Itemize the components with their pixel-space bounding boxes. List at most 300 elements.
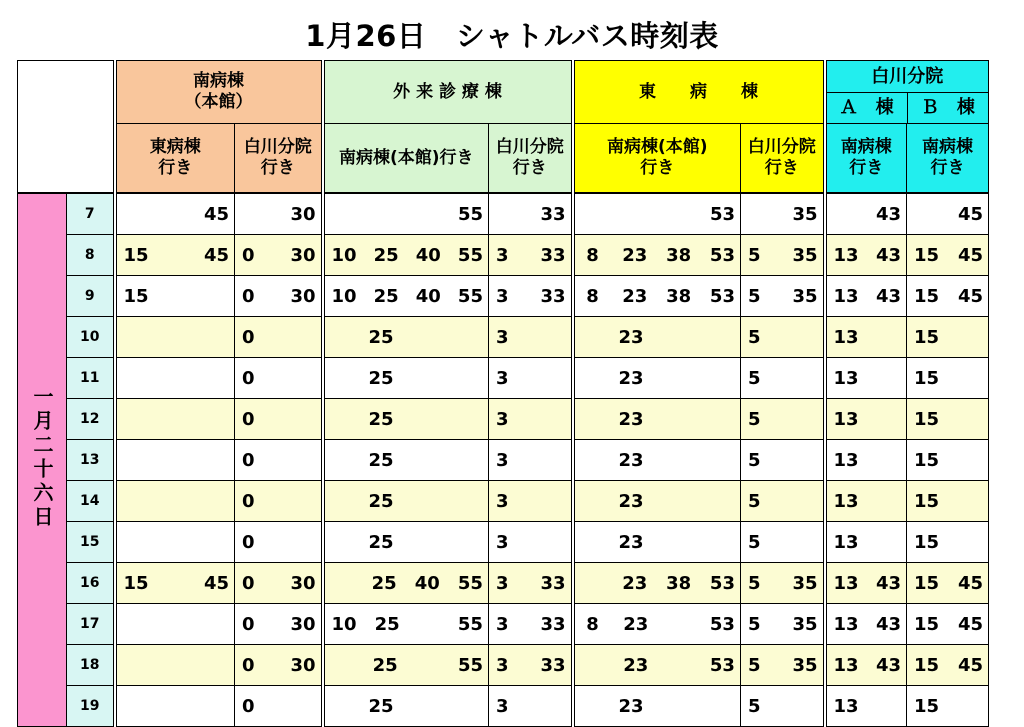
time-cell	[115, 481, 235, 522]
hour-cell: 10	[67, 317, 115, 358]
time-cell	[323, 193, 489, 235]
departure-minute: 13	[833, 695, 859, 717]
departure-minute: 55	[457, 203, 483, 225]
departure-minute: 23	[622, 285, 648, 307]
departure-minute: 23	[622, 244, 648, 266]
time-cell	[825, 563, 907, 604]
time-cell	[741, 604, 825, 645]
hour-cell: 13	[67, 440, 115, 481]
hour-cell: 7	[67, 193, 115, 235]
time-cell	[235, 317, 323, 358]
departure-minute: 15	[914, 490, 940, 512]
departure-minute: 25	[368, 449, 394, 471]
time-cell	[741, 563, 825, 604]
departure-minute: 5	[748, 654, 761, 676]
time-cell	[489, 317, 573, 358]
table-row	[18, 604, 989, 645]
time-cell	[489, 604, 573, 645]
hour-cell: 15	[67, 522, 115, 563]
departure-minute: 35	[792, 572, 818, 594]
time-cell	[235, 399, 323, 440]
departure-minute: 5	[748, 367, 761, 389]
departure-minute: 33	[540, 654, 566, 676]
time-cell	[323, 317, 489, 358]
hour-cell: 8	[67, 235, 115, 276]
building-a-label: Ａ 棟	[827, 93, 908, 123]
departure-minute: 43	[875, 244, 901, 266]
time-cell	[235, 276, 323, 317]
departure-minute: 0	[242, 367, 255, 389]
departure-minute: 5	[748, 572, 761, 594]
time-cell	[741, 193, 825, 235]
departure-minute: 53	[709, 613, 735, 635]
time-cell	[573, 481, 741, 522]
time-cell	[489, 399, 573, 440]
departure-minute: 25	[373, 244, 399, 266]
time-cell	[573, 317, 741, 358]
departure-minute: 15	[123, 285, 149, 307]
departure-minute: 3	[496, 695, 509, 717]
departure-minute: 38	[666, 244, 692, 266]
departure-minute: 10	[331, 613, 357, 635]
departure-minute: 13	[833, 326, 859, 348]
departure-minute: 43	[875, 285, 901, 307]
hour-cell: 12	[67, 399, 115, 440]
departure-minute: 3	[496, 654, 509, 676]
departure-minute: 30	[290, 244, 316, 266]
table-row	[18, 193, 989, 235]
time-cell	[907, 645, 989, 686]
departure-minute: 15	[914, 326, 940, 348]
departure-minute: 5	[748, 531, 761, 553]
group-east-header	[573, 61, 825, 124]
departure-minute: 25	[368, 695, 394, 717]
departure-minute: 25	[368, 367, 394, 389]
time-cell	[323, 481, 489, 522]
departure-minute: 3	[496, 326, 509, 348]
time-cell	[235, 563, 323, 604]
departure-minute	[668, 655, 690, 676]
time-cell	[907, 317, 989, 358]
departure-minute: 3	[496, 490, 509, 512]
departure-minute: 35	[792, 613, 818, 635]
time-cell	[323, 645, 489, 686]
departure-minute: 13	[833, 654, 859, 676]
departure-minute: 15	[914, 695, 940, 717]
time-cell	[573, 358, 741, 399]
time-cell	[907, 399, 989, 440]
time-cell	[323, 358, 489, 399]
time-cell	[235, 522, 323, 563]
departure-minute: 5	[748, 408, 761, 430]
departure-minute: 30	[290, 285, 316, 307]
building-b-label: Ｂ 棟	[920, 97, 975, 118]
time-cell	[573, 522, 741, 563]
departure-minute: 3	[496, 613, 509, 635]
time-cell	[825, 399, 907, 440]
departure-minute: 0	[242, 695, 255, 717]
time-cell	[489, 522, 573, 563]
departure-minute: 13	[833, 244, 859, 266]
table-row	[18, 440, 989, 481]
table-row	[18, 563, 989, 604]
departure-minute: 25	[368, 490, 394, 512]
departure-minute: 15	[914, 572, 940, 594]
departure-minute: 5	[748, 695, 761, 717]
time-cell	[489, 563, 573, 604]
time-cell	[825, 440, 907, 481]
time-cell	[907, 481, 989, 522]
table-row	[18, 645, 989, 686]
departure-minute	[418, 614, 440, 635]
departure-minute: 45	[957, 613, 983, 635]
sub-header-south-bound: 南病棟(本館) 行き	[573, 124, 741, 194]
time-cell	[489, 276, 573, 317]
departure-minute: 35	[792, 203, 818, 225]
time-cell	[115, 193, 235, 235]
table-row	[18, 481, 989, 522]
departure-minute: 53	[709, 285, 735, 307]
departure-minute: 5	[748, 326, 761, 348]
departure-minute: 45	[203, 203, 229, 225]
time-cell	[235, 481, 323, 522]
time-cell	[741, 686, 825, 727]
departure-minute: 45	[957, 285, 983, 307]
time-cell	[573, 193, 741, 235]
time-cell	[489, 440, 573, 481]
departure-minute: 3	[496, 244, 509, 266]
time-cell	[825, 193, 907, 235]
departure-minute: 30	[290, 203, 316, 225]
departure-minute	[668, 614, 690, 635]
time-cell	[115, 317, 235, 358]
time-cell	[323, 399, 489, 440]
time-cell	[323, 563, 489, 604]
departure-minute: 40	[415, 285, 441, 307]
group-shirakawa-label: 白川分院	[827, 61, 989, 93]
departure-minute: 43	[875, 654, 901, 676]
departure-minute: 0	[242, 490, 255, 512]
time-cell	[489, 193, 573, 235]
departure-minute: 10	[331, 244, 357, 266]
departure-minute: 45	[957, 244, 983, 266]
departure-minute: 25	[374, 613, 400, 635]
departure-minute: 33	[540, 285, 566, 307]
time-cell	[907, 440, 989, 481]
time-cell	[741, 276, 825, 317]
departure-minute: 8	[586, 613, 599, 635]
departure-minute: 55	[457, 285, 483, 307]
sub-header-b-south-bound: 南病棟 行き	[907, 124, 989, 194]
departure-minute: 38	[666, 285, 692, 307]
time-cell	[573, 399, 741, 440]
time-cell	[323, 276, 489, 317]
departure-minute: 8	[586, 244, 599, 266]
departure-minute: 53	[709, 654, 735, 676]
sub-header-east-bound: 東病棟 行き	[115, 124, 235, 194]
departure-minute	[332, 655, 354, 676]
time-cell	[115, 399, 235, 440]
time-cell	[489, 686, 573, 727]
departure-minute: 8	[586, 285, 599, 307]
departure-minute: 53	[709, 572, 735, 594]
hour-cell: 19	[67, 686, 115, 727]
departure-minute: 13	[833, 613, 859, 635]
departure-minute: 5	[748, 490, 761, 512]
departure-minute: 3	[496, 408, 509, 430]
table-row	[18, 686, 989, 727]
departure-minute: 45	[957, 654, 983, 676]
departure-minute: 35	[792, 654, 818, 676]
departure-minute: 15	[123, 244, 149, 266]
departure-minute: 10	[331, 285, 357, 307]
time-cell	[741, 235, 825, 276]
time-cell	[115, 563, 235, 604]
time-cell	[235, 604, 323, 645]
hour-cell: 9	[67, 276, 115, 317]
time-cell	[907, 604, 989, 645]
departure-minute: 38	[666, 572, 692, 594]
time-cell	[115, 604, 235, 645]
departure-minute: 13	[833, 572, 859, 594]
time-cell	[825, 604, 907, 645]
departure-minute: 0	[242, 449, 255, 471]
departure-minute: 23	[618, 367, 644, 389]
departure-minute: 3	[496, 531, 509, 553]
departure-minute: 15	[123, 572, 149, 594]
departure-minute: 40	[414, 572, 440, 594]
time-cell	[907, 276, 989, 317]
departure-minute: 45	[203, 244, 229, 266]
departure-minute: 0	[242, 531, 255, 553]
time-cell	[825, 522, 907, 563]
departure-minute: 43	[875, 572, 901, 594]
departure-minute: 15	[914, 367, 940, 389]
departure-minute: 15	[914, 285, 940, 307]
time-cell	[489, 645, 573, 686]
sub-header-shirakawa-bound: 白川分院 行き	[489, 124, 573, 194]
departure-minute: 0	[242, 326, 255, 348]
time-cell	[825, 358, 907, 399]
hour-cell: 14	[67, 481, 115, 522]
departure-minute: 25	[368, 531, 394, 553]
date-vertical-label	[18, 193, 67, 727]
departure-minute: 15	[914, 408, 940, 430]
departure-minute: 25	[373, 285, 399, 307]
departure-minute: 3	[496, 367, 509, 389]
time-cell	[825, 235, 907, 276]
departure-minute: 25	[368, 408, 394, 430]
departure-minute: 55	[457, 244, 483, 266]
departure-minute: 33	[540, 613, 566, 635]
departure-minute: 0	[242, 613, 255, 635]
time-cell	[235, 686, 323, 727]
departure-minute: 5	[748, 285, 761, 307]
time-cell	[825, 276, 907, 317]
time-cell	[573, 604, 741, 645]
departure-minute: 5	[748, 449, 761, 471]
time-cell	[825, 686, 907, 727]
departure-minute: 23	[618, 695, 644, 717]
time-cell	[573, 686, 741, 727]
group-south-label: 南病棟 （本館）	[184, 71, 253, 112]
departure-minute: 13	[833, 408, 859, 430]
time-cell	[741, 645, 825, 686]
departure-minute: 45	[957, 572, 983, 594]
departure-minute: 0	[242, 572, 255, 594]
time-cell	[323, 686, 489, 727]
departure-minute: 15	[914, 531, 940, 553]
time-cell	[115, 440, 235, 481]
departure-minute: 35	[792, 285, 818, 307]
time-cell	[907, 522, 989, 563]
departure-minute: 0	[242, 408, 255, 430]
departure-minute: 43	[875, 613, 901, 635]
time-cell	[115, 358, 235, 399]
departure-minute: 23	[618, 326, 644, 348]
time-cell	[573, 440, 741, 481]
departure-minute	[332, 573, 354, 594]
departure-minute: 3	[496, 449, 509, 471]
time-cell	[323, 522, 489, 563]
corner-cell	[18, 61, 115, 194]
departure-minute: 30	[290, 654, 316, 676]
departure-minute: 43	[875, 203, 901, 225]
time-cell	[115, 522, 235, 563]
shuttle-timetable	[17, 60, 989, 727]
departure-minute: 3	[496, 572, 509, 594]
departure-minute: 40	[415, 244, 441, 266]
departure-minute: 3	[496, 285, 509, 307]
sub-header-shirakawa-bound: 白川分院 行き	[741, 124, 825, 194]
departure-minute: 13	[833, 285, 859, 307]
departure-minute: 33	[540, 244, 566, 266]
group-outpatient-header	[323, 61, 573, 124]
time-cell	[825, 317, 907, 358]
departure-minute: 55	[457, 613, 483, 635]
time-cell	[741, 358, 825, 399]
departure-minute: 25	[372, 654, 398, 676]
table-row	[18, 317, 989, 358]
time-cell	[741, 399, 825, 440]
departure-minute: 55	[457, 572, 483, 594]
time-cell	[573, 563, 741, 604]
time-cell	[489, 481, 573, 522]
departure-minute: 23	[623, 654, 649, 676]
time-cell	[907, 563, 989, 604]
time-cell	[573, 276, 741, 317]
departure-minute: 15	[914, 613, 940, 635]
time-cell	[323, 235, 489, 276]
time-cell	[907, 235, 989, 276]
departure-minute: 23	[618, 490, 644, 512]
departure-minute: 30	[290, 613, 316, 635]
departure-minute: 33	[540, 572, 566, 594]
table-row	[18, 399, 989, 440]
departure-minute: 13	[833, 490, 859, 512]
group-east-label: 東 病 棟	[639, 81, 758, 102]
departure-minute: 5	[748, 244, 761, 266]
time-cell	[741, 440, 825, 481]
departure-minute: 23	[622, 572, 648, 594]
departure-minute: 23	[618, 408, 644, 430]
group-outpatient-label: 外 来 診 療 棟	[393, 81, 502, 102]
departure-minute: 45	[957, 203, 983, 225]
departure-minute: 45	[203, 572, 229, 594]
time-cell	[235, 440, 323, 481]
time-cell	[573, 235, 741, 276]
departure-minute: 0	[242, 244, 255, 266]
time-cell	[235, 235, 323, 276]
departure-minute: 23	[618, 531, 644, 553]
table-row	[18, 276, 989, 317]
group-south-header	[115, 61, 323, 124]
sub-header-shirakawa-bound: 白川分院 行き	[235, 124, 323, 194]
departure-minute: 5	[748, 613, 761, 635]
time-cell	[741, 481, 825, 522]
departure-minute: 15	[914, 449, 940, 471]
departure-minute: 13	[833, 531, 859, 553]
time-cell	[115, 645, 235, 686]
time-cell	[741, 317, 825, 358]
departure-minute: 25	[371, 572, 397, 594]
table-row	[18, 358, 989, 399]
sub-header-a-south-bound: 南病棟 行き	[825, 124, 907, 194]
date-text: 一月二十六日	[30, 386, 54, 530]
departure-minute: 0	[242, 285, 255, 307]
departure-minute	[582, 573, 604, 594]
time-cell	[907, 193, 989, 235]
time-cell	[115, 276, 235, 317]
time-cell	[235, 193, 323, 235]
departure-minute: 33	[540, 203, 566, 225]
time-cell	[115, 686, 235, 727]
time-cell	[741, 522, 825, 563]
time-cell	[115, 235, 235, 276]
departure-minute: 55	[457, 654, 483, 676]
table-row	[18, 235, 989, 276]
hour-cell: 16	[67, 563, 115, 604]
departure-minute: 13	[833, 367, 859, 389]
departure-minute: 23	[618, 449, 644, 471]
time-cell	[907, 686, 989, 727]
time-cell	[907, 358, 989, 399]
departure-minute	[582, 655, 604, 676]
sub-header-south-bound: 南病棟(本館)行き	[323, 124, 489, 194]
departure-minute	[417, 655, 439, 676]
departure-minute: 0	[242, 654, 255, 676]
time-cell	[573, 645, 741, 686]
group-shirakawa-header	[825, 61, 989, 124]
table-row	[18, 522, 989, 563]
departure-minute: 53	[709, 203, 735, 225]
hour-cell: 17	[67, 604, 115, 645]
departure-minute: 25	[368, 326, 394, 348]
time-cell	[825, 481, 907, 522]
departure-minute: 53	[709, 244, 735, 266]
time-cell	[323, 604, 489, 645]
time-cell	[825, 645, 907, 686]
departure-minute: 13	[833, 449, 859, 471]
time-cell	[489, 358, 573, 399]
time-cell	[323, 440, 489, 481]
timetable-title: 1月26日 シャトルバス時刻表	[305, 19, 719, 53]
departure-minute: 15	[914, 654, 940, 676]
departure-minute: 23	[623, 613, 649, 635]
departure-minute: 35	[792, 244, 818, 266]
time-cell	[235, 358, 323, 399]
departure-minute: 30	[290, 572, 316, 594]
